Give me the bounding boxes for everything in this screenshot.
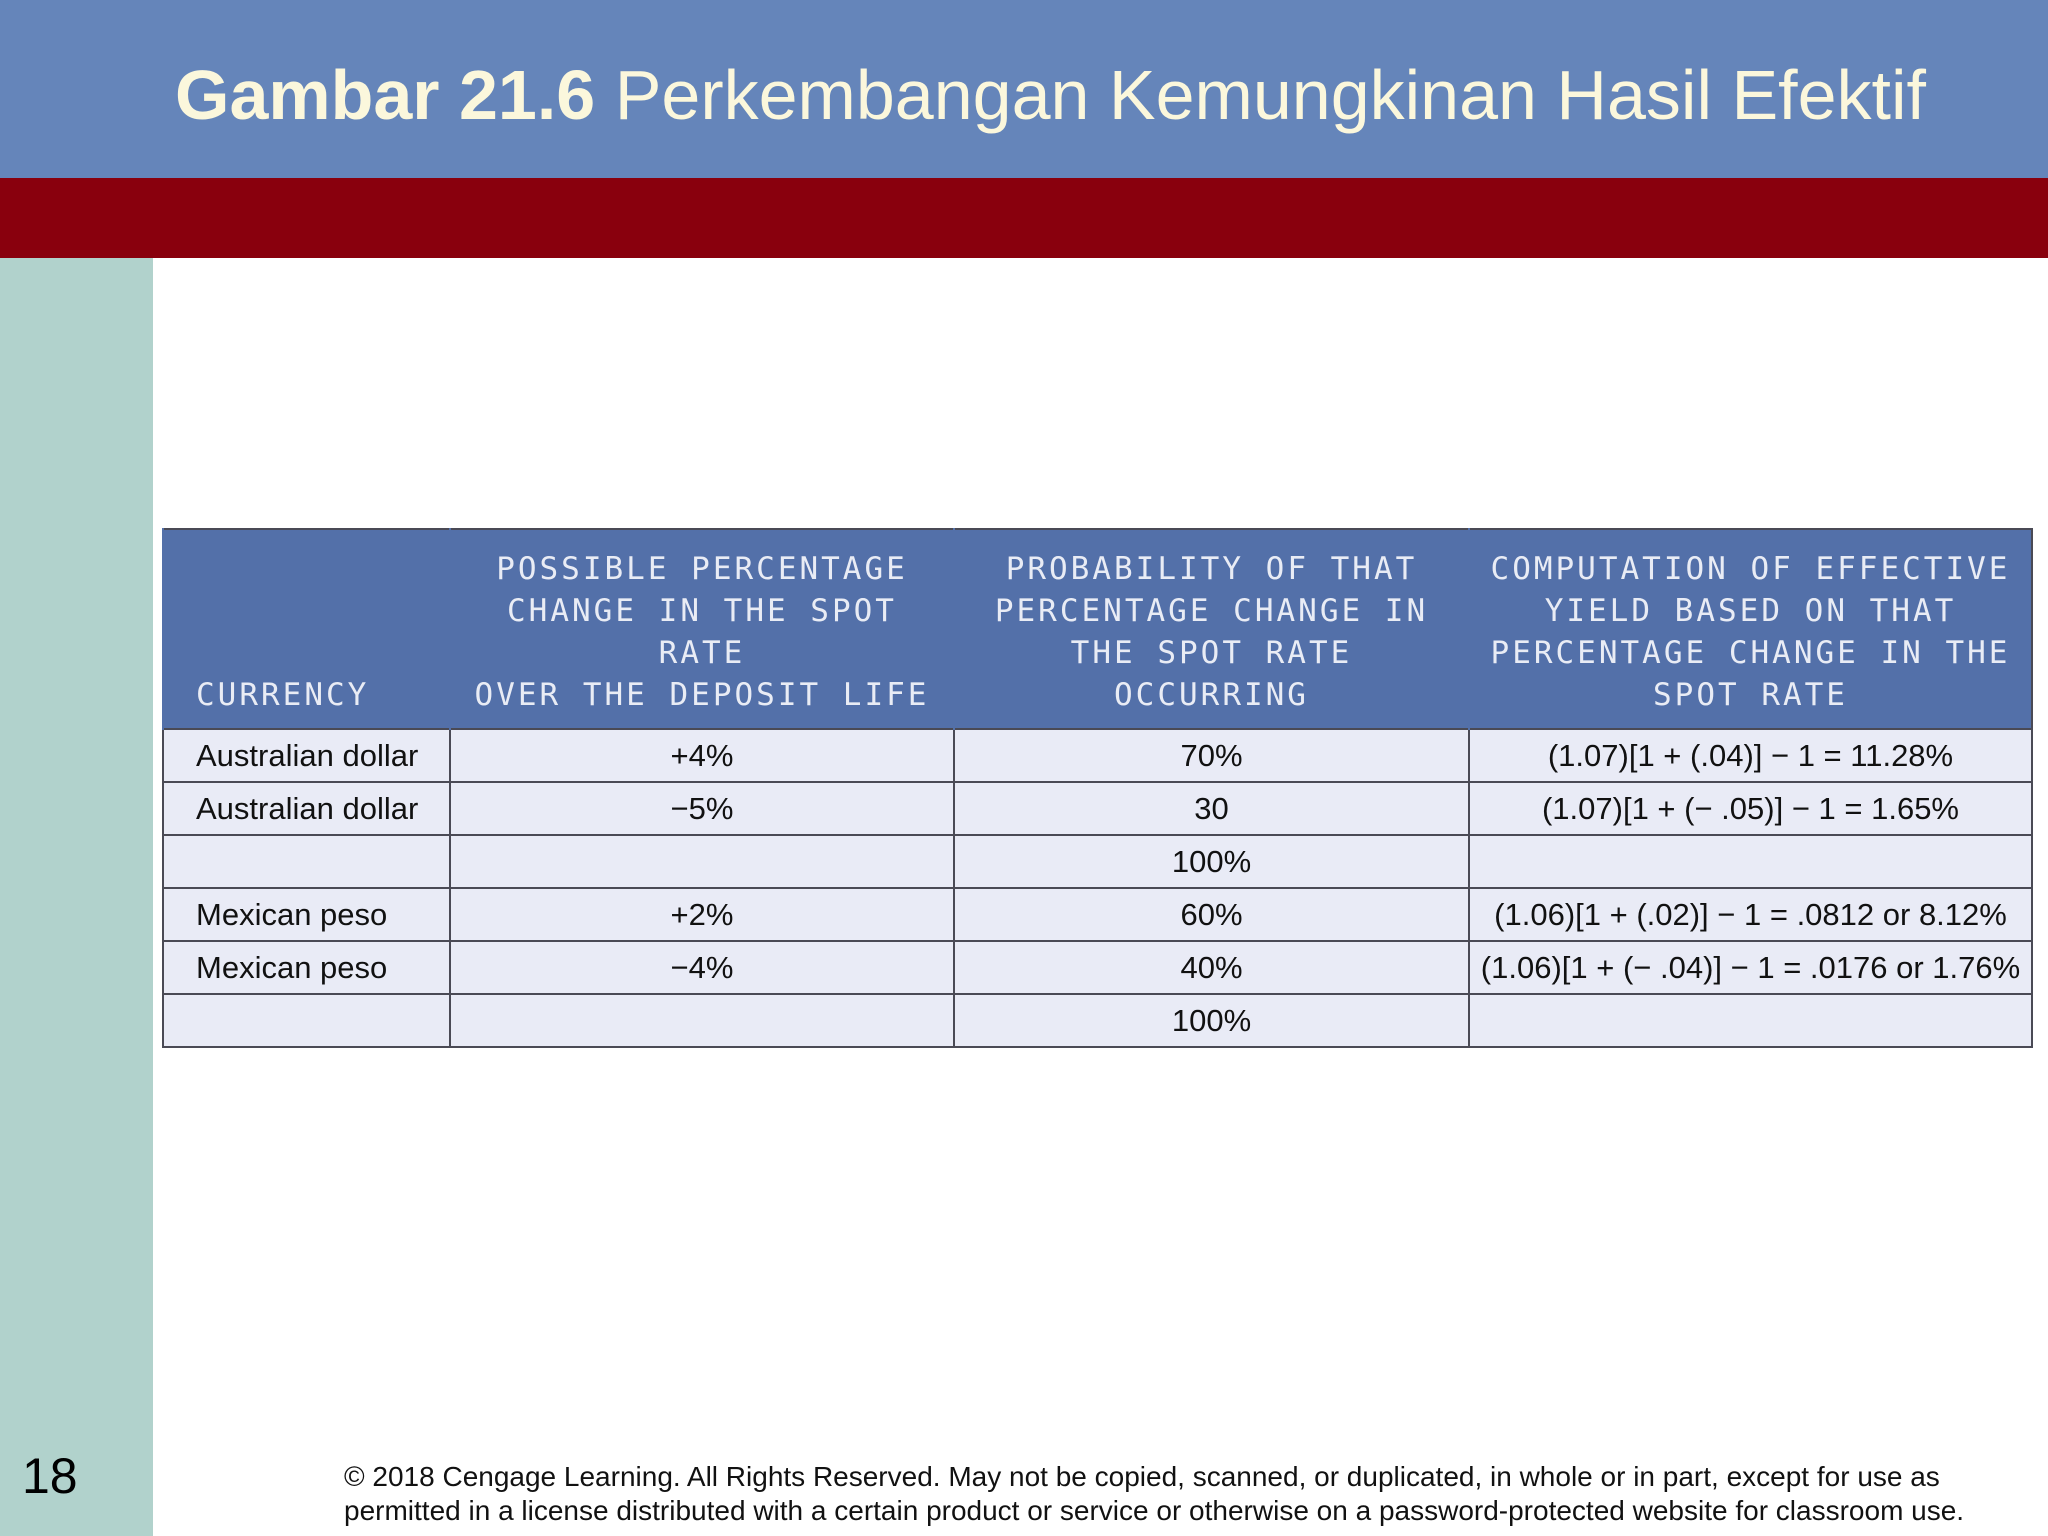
table-row bbox=[163, 729, 2032, 782]
header-computation bbox=[1469, 529, 2032, 729]
header-line: COMPUTATION OF EFFECTIVE bbox=[1490, 551, 2011, 587]
cell-probability: 70% bbox=[954, 729, 1469, 782]
footer-line: © 2018 Cengage Learning. All Rights Reserved. May not be copied, scanned, or duplicated, in whole or in part, except for use as bbox=[344, 1461, 1940, 1492]
header-line: POSSIBLE PERCENTAGE bbox=[496, 551, 908, 587]
header-line: SPOT RATE bbox=[1653, 677, 1848, 713]
accent-band bbox=[0, 178, 2048, 258]
title-bar bbox=[0, 0, 2048, 178]
cell-percentage-change: +2% bbox=[450, 888, 954, 941]
cell-computation bbox=[1469, 835, 2032, 888]
cell-computation: (1.07)[1 + (− .05)] − 1 = 1.65% bbox=[1469, 782, 2032, 835]
cell-percentage-change: −4% bbox=[450, 941, 954, 994]
footer-line: permitted in a license distributed with a certain product or service or otherwise on a password-protected website for classroom use. bbox=[344, 1495, 1965, 1526]
header-line: THE SPOT RATE OCCURRING bbox=[1070, 635, 1353, 713]
cell-probability: 100% bbox=[954, 835, 1469, 888]
table-row bbox=[163, 888, 2032, 941]
header-line: PROBABILITY OF THAT bbox=[1005, 551, 1418, 587]
table-header-row bbox=[163, 529, 2032, 729]
effective-yield-table bbox=[162, 528, 2033, 1048]
header-probability bbox=[954, 529, 1469, 729]
cell-probability: 30 bbox=[954, 782, 1469, 835]
table-container bbox=[162, 528, 2031, 1048]
side-strip bbox=[0, 258, 153, 1536]
cell-computation bbox=[1469, 994, 2032, 1047]
cell-computation: (1.07)[1 + (.04)] − 1 = 11.28% bbox=[1469, 729, 2032, 782]
cell-percentage-change: +4% bbox=[450, 729, 954, 782]
cell-currency bbox=[163, 994, 450, 1047]
table-row bbox=[163, 835, 2032, 888]
cell-probability: 60% bbox=[954, 888, 1469, 941]
header-currency bbox=[163, 529, 450, 729]
header-line: OVER THE DEPOSIT LIFE bbox=[474, 677, 930, 713]
header-line: PERCENTAGE CHANGE IN bbox=[994, 593, 1429, 629]
cell-computation: (1.06)[1 + (.02)] − 1 = .0812 or 8.12% bbox=[1469, 888, 2032, 941]
cell-currency: Mexican peso bbox=[163, 888, 450, 941]
cell-percentage-change bbox=[450, 994, 954, 1047]
title-figure-number: Gambar 21.6 bbox=[175, 56, 596, 134]
cell-percentage-change bbox=[450, 835, 954, 888]
header-line: YIELD BASED ON THAT bbox=[1544, 593, 1957, 629]
header-line: CHANGE IN THE SPOT RATE bbox=[507, 593, 897, 671]
table-row bbox=[163, 994, 2032, 1047]
title-text: Perkembangan Kemungkinan Hasil Efektif bbox=[595, 56, 1926, 134]
cell-probability: 100% bbox=[954, 994, 1469, 1047]
header-line: PERCENTAGE CHANGE IN THE bbox=[1490, 635, 2011, 671]
header-percentage-change bbox=[450, 529, 954, 729]
cell-currency: Mexican peso bbox=[163, 941, 450, 994]
table-row bbox=[163, 782, 2032, 835]
cell-computation: (1.06)[1 + (− .04)] − 1 = .0176 or 1.76% bbox=[1469, 941, 2032, 994]
header-line: CURRENCY bbox=[196, 677, 370, 713]
cell-percentage-change: −5% bbox=[450, 782, 954, 835]
cell-currency bbox=[163, 835, 450, 888]
slide-title bbox=[175, 50, 2035, 140]
cell-probability: 40% bbox=[954, 941, 1469, 994]
cell-currency: Australian dollar bbox=[163, 729, 450, 782]
cell-currency: Australian dollar bbox=[163, 782, 450, 835]
copyright-footer bbox=[344, 1460, 2024, 1528]
slide-number: 18 bbox=[22, 1448, 78, 1504]
table-row bbox=[163, 941, 2032, 994]
